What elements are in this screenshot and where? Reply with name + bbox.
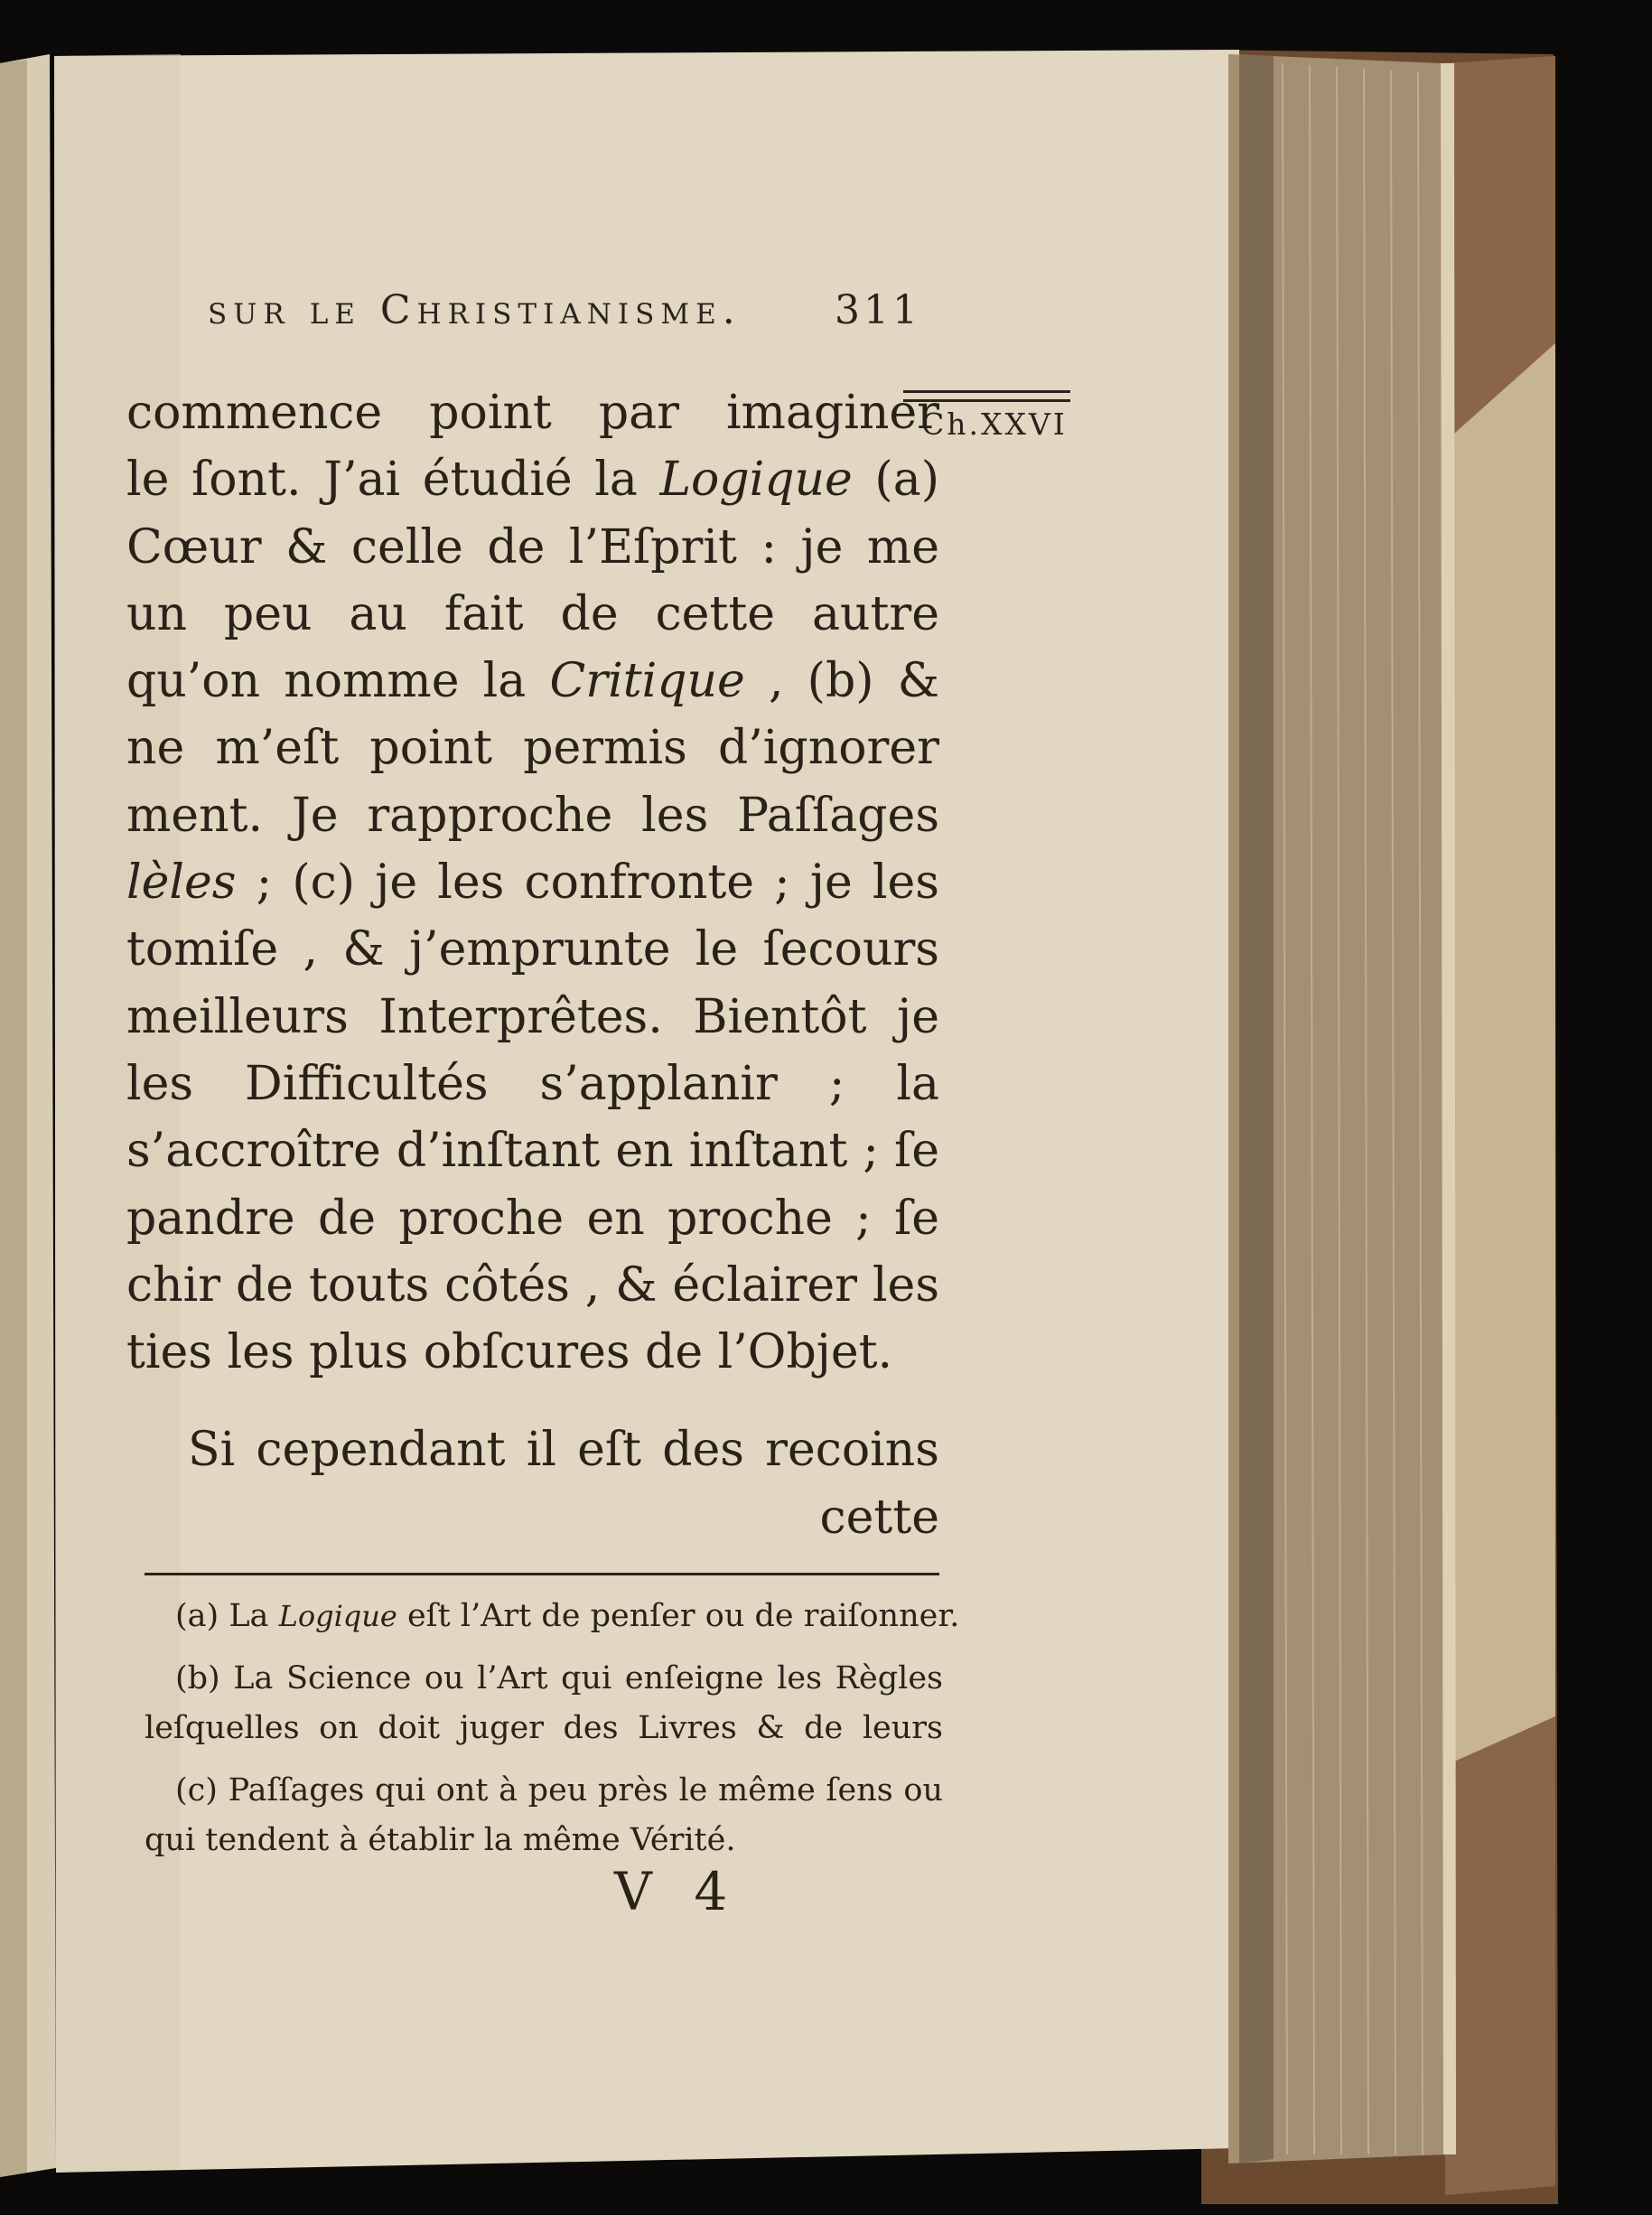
text-line: ne m’eſt point permis d’ignorer — [126, 721, 939, 776]
text-line: ties les plus obſcures de l’Objet. — [126, 1325, 893, 1380]
footnote-c-line2: qui tendent à établir la même Vérité. — [145, 1822, 736, 1858]
text-line: Si cependant il eſt des recoins — [188, 1423, 939, 1478]
term-paralleles-cont: lèles — [126, 855, 237, 911]
footnote-b-line1: (b) La Science ou l’Art qui enſeigne les Règles — [175, 1660, 943, 1696]
text-line: commence point par imaginer — [126, 386, 939, 440]
term-critique: Critique — [549, 654, 745, 709]
text-line: lèles ; (c) je les confronte ; je les — [126, 855, 939, 911]
footnotes — [145, 1592, 960, 1865]
text-line: un peu au fait de cette autre — [126, 586, 939, 641]
running-head — [208, 287, 921, 333]
catchword: cette — [819, 1490, 939, 1545]
running-head-title: sur le Christianisme. — [208, 287, 742, 333]
text-line: chir de touts côtés , & éclairer les — [126, 1257, 939, 1313]
text-line: meilleurs Interprêtes. Bientôt je — [126, 989, 939, 1044]
text-line: pandre de proche en proche ; ſe — [126, 1191, 939, 1246]
term-logique: Logique — [659, 453, 853, 508]
text-line: qu’on nomme la Critique , (b) & — [126, 654, 939, 709]
body-text — [126, 379, 939, 1551]
text-line: Cœur & celle de l’Eſprit : je me — [126, 519, 939, 575]
chapter-margin-note: Ch.XXVI — [921, 407, 1068, 442]
footnote-b-line2: leſquelles on doit juger des Livres & de leurs — [145, 1710, 943, 1746]
text-line: ment. Je rapproche les Paſſages — [126, 788, 939, 843]
text-line: s’accroître d’inſtant en inſtant ; ſe — [126, 1124, 939, 1179]
text-line: tomiſe , & j’emprunte le ſecours — [126, 922, 939, 977]
text-line: le ſont. J’ai étudié la Logique (a) — [126, 453, 939, 508]
paragraph-gap — [126, 1386, 939, 1416]
signature-mark: V 4 — [614, 1861, 741, 1922]
footnote-c-line1: (c) Paſſages qui ont à peu près le même ſens ou — [175, 1772, 943, 1808]
footnote-a: (a) La Logique eſt l’Art de penſer ou de raiſonner. — [175, 1598, 960, 1634]
page-number: 311 — [835, 287, 921, 333]
footnote-rule — [145, 1573, 939, 1575]
text-line: les Difficultés s’applanir ; la — [126, 1056, 939, 1111]
